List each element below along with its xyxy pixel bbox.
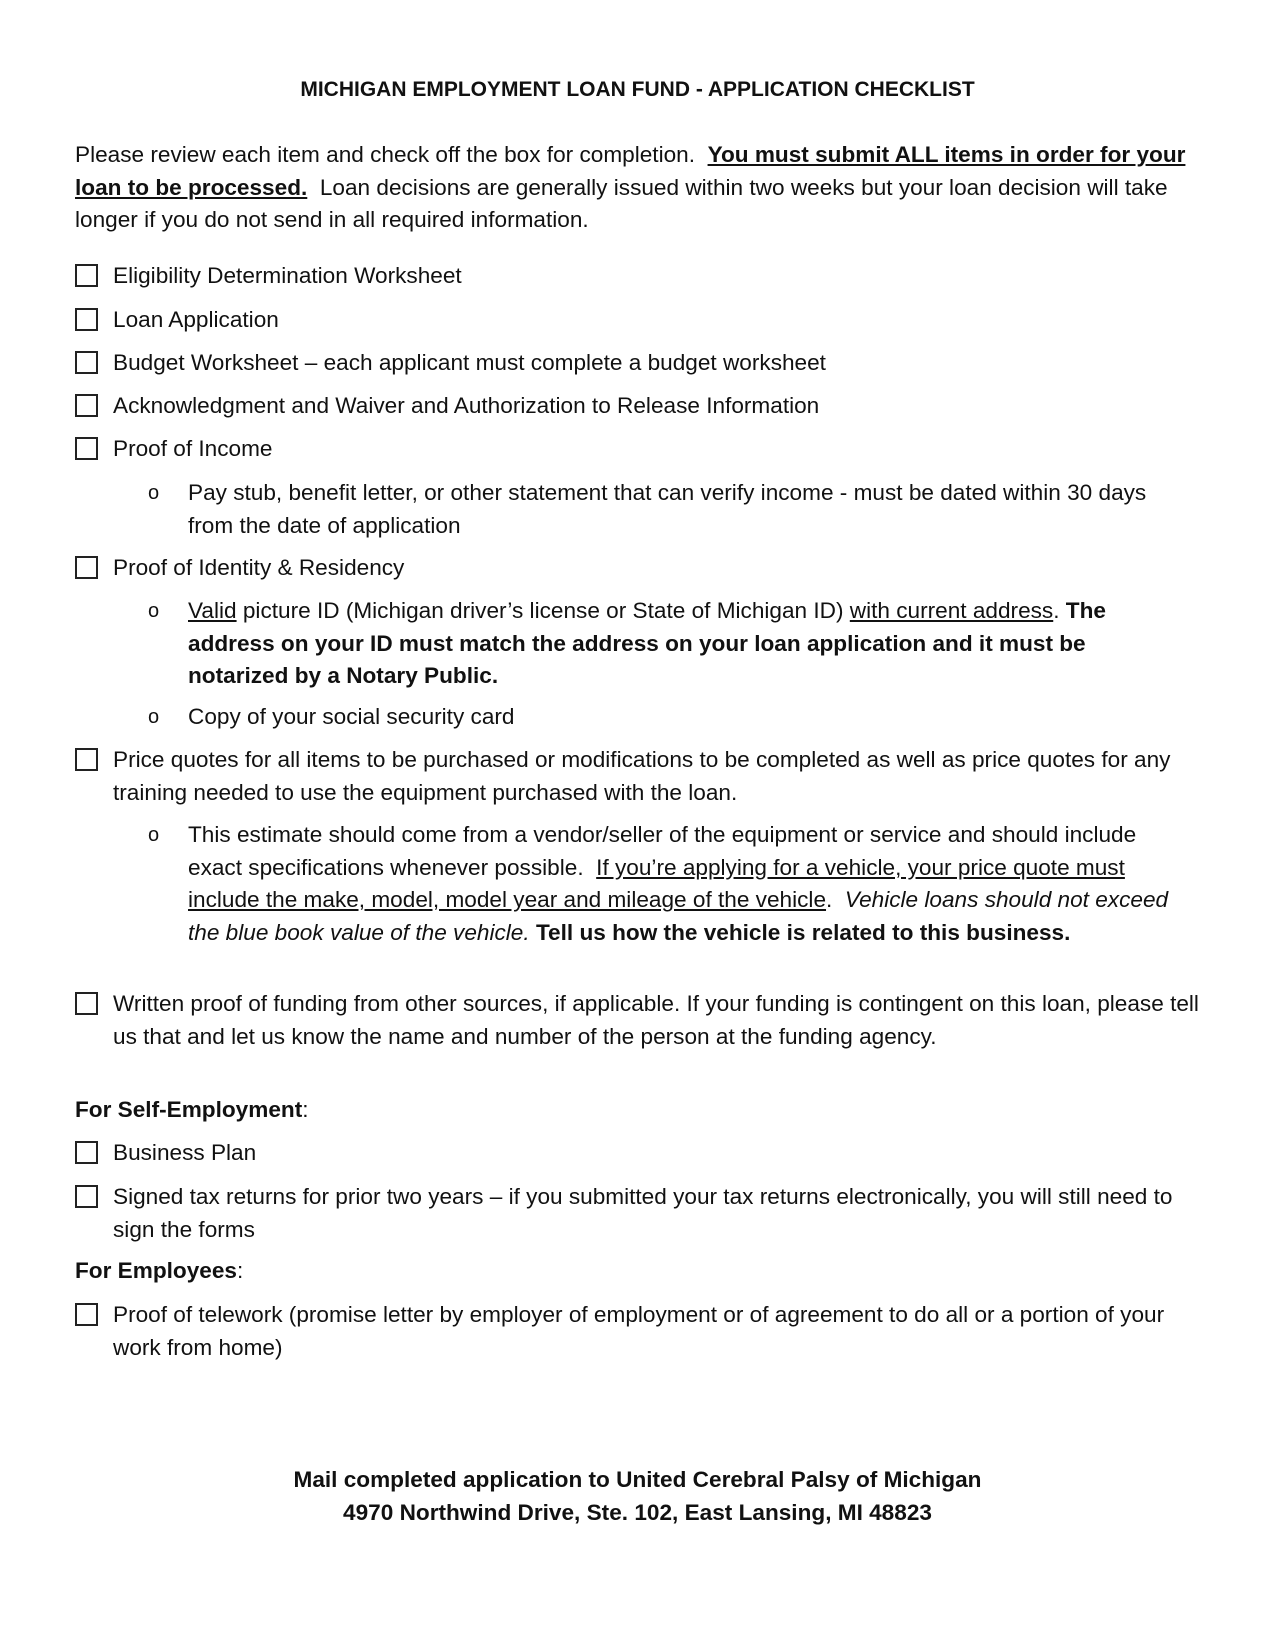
bullet-icon: o <box>148 482 160 504</box>
checkbox[interactable] <box>75 1141 98 1164</box>
mailing-address: 4970 Northwind Drive, Ste. 102, East Lansing, MI 48823 <box>343 1500 932 1525</box>
sub-item-text: Copy of your social security card <box>188 704 515 729</box>
checklist-item-label: Acknowledgment and Waiver and Authorization to Release Information <box>113 393 820 418</box>
self-employment-heading <box>75 1094 309 1127</box>
checklist-item-label: Proof of telework (promise letter by employer of employment or of agreement to do all or a portion of your work from home) <box>113 1302 1165 1360</box>
checklist-item-label: Signed tax returns for prior two years – if you submitted your tax returns electronically, you will still need to sign the forms <box>113 1184 1173 1242</box>
estimate-text: This estimate should come from a vendor/seller of the equipment or service and should include exact specifications whenever possible. <box>188 822 1137 880</box>
current-address-text: with current address <box>849 598 1054 623</box>
checklist-item-price-quotes <box>75 744 1210 809</box>
mailing-instruction: Mail completed application to United Cerebral Palsy of Michigan <box>293 1467 982 1492</box>
checkbox[interactable] <box>75 437 98 460</box>
checkbox[interactable] <box>75 308 98 331</box>
bullet-icon: o <box>148 824 160 846</box>
checklist-item-label: Business Plan <box>113 1140 257 1165</box>
checklist-item-label: Proof of Income <box>113 436 273 461</box>
notary-requirement: The address on your ID must match the address on your loan application and it must be notarized by a Notary Public. <box>188 598 1106 688</box>
intro-decision-text: Loan decisions are generally issued within two weeks but your loan decision will take longer if you do not send in all required information. <box>75 174 1168 232</box>
employees-heading <box>75 1255 243 1288</box>
price-quotes-sub-item <box>148 819 1188 949</box>
heading-colon: : <box>236 1258 244 1283</box>
id-description: picture ID (Michigan driver’s license or State of Michigan ID) <box>242 598 844 623</box>
heading-text: For Employees <box>75 1258 237 1283</box>
checklist-item-business-plan <box>75 1137 1210 1170</box>
checklist-item-label: Budget Worksheet – each applicant must complete a budget worksheet <box>113 350 826 375</box>
vehicle-relation-note: Tell us how the vehicle is related to this business. <box>535 919 1071 945</box>
intro-paragraph <box>75 139 1205 237</box>
checkbox[interactable] <box>75 351 98 374</box>
vehicle-loan-note: Vehicle loans should not exceed the blue book value of the vehicle. <box>188 887 1169 945</box>
checklist-item-label: Eligibility Determination Worksheet <box>113 263 462 288</box>
identity-sub-item-ssn <box>148 701 1188 734</box>
vehicle-quote-text: If you’re applying for a vehicle, your price quote must include the make, model, model year and mileage of the vehicle <box>188 854 1125 912</box>
heading-text: For Self-Employment <box>75 1097 303 1122</box>
checklist-item-acknowledgment <box>75 390 1210 423</box>
checklist-item-eligibility <box>75 260 1210 293</box>
checkbox[interactable] <box>75 1303 98 1326</box>
checklist-item-identity <box>75 552 1210 585</box>
checklist-item-written-proof <box>75 988 1210 1053</box>
checklist-item-proof-of-income <box>75 433 1210 466</box>
checklist-item-label: Price quotes for all items to be purchased or modifications to be completed as well as price quotes for any training needed to use the equipment purchased with the loan. <box>113 747 1171 805</box>
identity-sub-item-id <box>148 595 1188 693</box>
period: . <box>826 887 833 912</box>
checkbox[interactable] <box>75 264 98 287</box>
bullet-icon: o <box>148 600 160 622</box>
heading-colon: : <box>302 1097 309 1122</box>
page-title: MICHIGAN EMPLOYMENT LOAN FUND - APPLICATION CHECKLIST <box>300 78 975 101</box>
bullet-icon: o <box>148 706 160 728</box>
checklist-item-budget <box>75 347 1210 380</box>
checkbox[interactable] <box>75 394 98 417</box>
period: . <box>1053 598 1060 623</box>
valid-word: Valid <box>188 598 237 623</box>
checklist-item-label: Proof of Identity & Residency <box>113 555 405 580</box>
sub-item-text: Pay stub, benefit letter, or other statement that can verify income - must be dated within 30 days from the date of application <box>188 480 1147 538</box>
sub-item-text <box>188 819 1188 949</box>
checkbox[interactable] <box>75 748 98 771</box>
intro-text: Please review each item and check off the box for completion. <box>75 142 695 167</box>
checklist-item-loan-application <box>75 304 1210 337</box>
checklist-item-label: Loan Application <box>113 307 279 332</box>
checklist-item-label: Written proof of funding from other sources, if applicable. If your funding is contingent on this loan, please tell us that and let us know the name and number of the person at the funding agency. <box>113 991 1199 1049</box>
income-sub-item <box>148 477 1188 542</box>
checklist-item-tax-returns <box>75 1181 1210 1246</box>
intro-requirement: You must submit ALL items in order for your loan to be processed. <box>75 142 1186 200</box>
checkbox[interactable] <box>75 556 98 579</box>
mailing-footer <box>0 1463 1275 1529</box>
checkbox[interactable] <box>75 992 98 1015</box>
checkbox[interactable] <box>75 1185 98 1208</box>
sub-item-text <box>188 595 1188 693</box>
checklist-item-telework <box>75 1299 1210 1364</box>
